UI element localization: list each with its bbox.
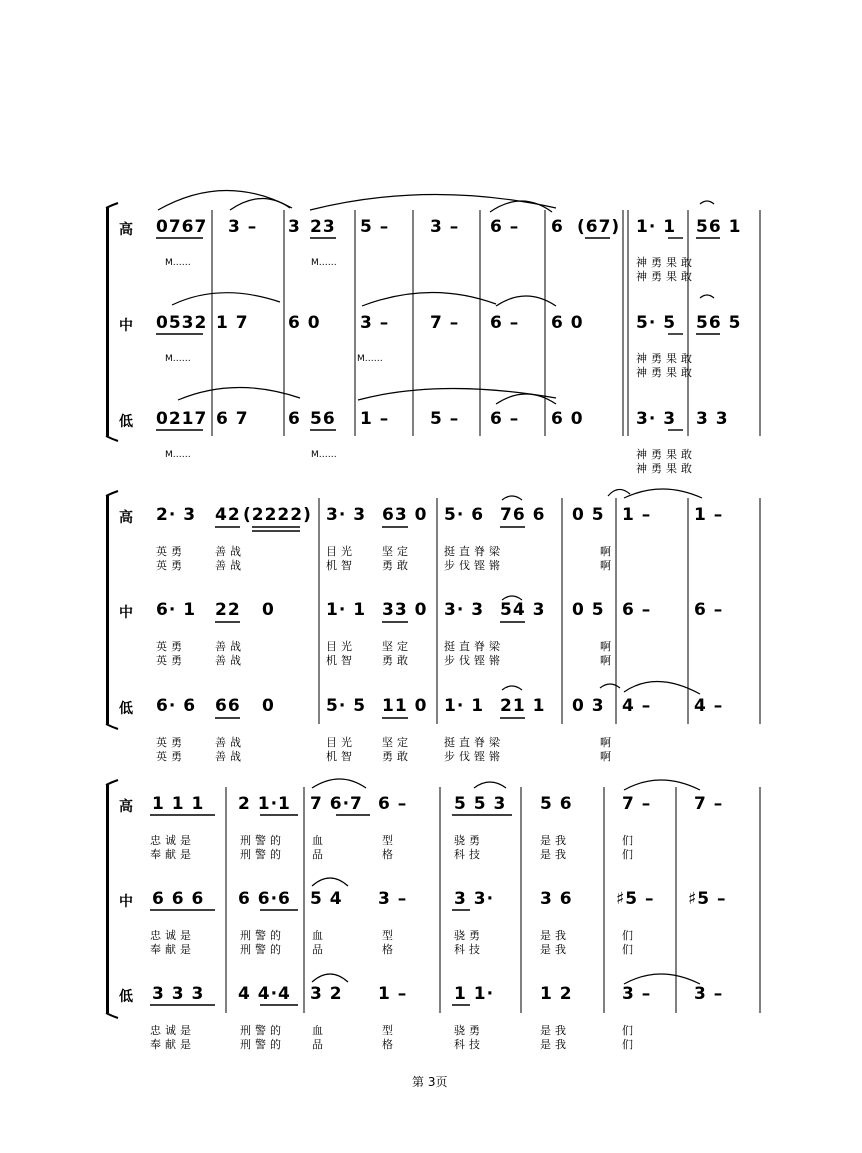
lyric: 忠诚是: [150, 1024, 195, 1037]
lyrics-line-1: 神勇果敢: [636, 256, 696, 269]
lyric: 善战: [215, 750, 245, 763]
note-group: 56 5: [696, 313, 742, 333]
lyric: 型: [382, 929, 397, 942]
lyric: 啊: [600, 654, 615, 667]
note-group: 3· 3: [636, 409, 677, 429]
note-group: 1· 1: [326, 600, 367, 620]
note-group: 0532: [156, 313, 208, 333]
note-group: 6: [551, 217, 564, 237]
lyric: 是我: [540, 943, 570, 956]
lyric: 挺直脊梁: [444, 545, 504, 558]
note-group: 3 3 3: [152, 984, 205, 1004]
system1-bracket: [106, 203, 118, 441]
lyric: 是我: [540, 1024, 570, 1037]
note-group: 0: [262, 600, 275, 620]
lyric: 机智: [326, 559, 356, 572]
lyric: 们: [622, 1024, 637, 1037]
lyric: 忠诚是: [150, 834, 195, 847]
lyric: 刑警的: [240, 1024, 285, 1037]
note-group: 3 6: [540, 889, 573, 909]
note-group: 3 –: [430, 217, 460, 237]
lyric: 英勇: [156, 654, 186, 667]
note-group: 4 4·4: [238, 984, 291, 1004]
note-group: 1 –: [360, 409, 390, 429]
note-group: 76 6: [500, 505, 546, 525]
lyric: 是我: [540, 834, 570, 847]
note-group: 23: [310, 217, 336, 237]
lyric: 是我: [540, 848, 570, 861]
note-group: 6 –: [490, 409, 520, 429]
lyric: 英勇: [156, 640, 186, 653]
note-group: 5· 6: [444, 505, 485, 525]
lyric: 血: [312, 834, 327, 847]
note-group: 0 5: [572, 505, 605, 525]
part-label-low: 低: [119, 414, 133, 430]
lyrics-line-1: 神勇果敢: [636, 448, 696, 461]
lyric: 骁勇: [454, 1024, 484, 1037]
lyrics-line-2: 神勇果敢: [636, 366, 696, 379]
lyric: 血: [312, 1024, 327, 1037]
repeat-marker: M……: [165, 354, 191, 364]
lyric: 善战: [215, 654, 245, 667]
note-group: 3 3·: [454, 889, 495, 909]
note-group: 66: [215, 696, 241, 716]
lyric: 目光: [326, 736, 356, 749]
lyrics-line-2: 神勇果敢: [636, 270, 696, 283]
note-group: 6 –: [490, 217, 520, 237]
lyric: 奉献是: [150, 943, 195, 956]
part-label-low: 低: [119, 701, 133, 717]
note-group: 0 3: [572, 696, 605, 716]
note-group: 63 0: [382, 505, 428, 525]
lyric: 啊: [600, 640, 615, 653]
lyric: 勇敢: [382, 559, 412, 572]
note-group: 3 –: [622, 984, 652, 1004]
note-group: 1 1 1: [152, 794, 205, 814]
note-group: 3 2: [310, 984, 343, 1004]
lyric: 啊: [600, 559, 615, 572]
repeat-marker: M……: [165, 450, 191, 460]
lyric: 们: [622, 1038, 637, 1051]
note-group: 6 0: [551, 409, 584, 429]
lyric: 勇敢: [382, 750, 412, 763]
lyric: 勇敢: [382, 654, 412, 667]
lyric: 英勇: [156, 545, 186, 558]
lyric: 啊: [600, 750, 615, 763]
note-group: 7 6·7: [310, 794, 363, 814]
lyric: 善战: [215, 640, 245, 653]
note-group: (2222): [243, 505, 312, 525]
note-group: 0217: [156, 409, 208, 429]
note-group: 42: [215, 505, 241, 525]
note-group: 5 6: [540, 794, 573, 814]
note-group: 7 –: [694, 794, 724, 814]
lyric: 科技: [454, 848, 484, 861]
note-group: 0: [262, 696, 275, 716]
note-group: 3: [288, 217, 301, 237]
note-group: 3 –: [378, 889, 408, 909]
lyric: 善战: [215, 545, 245, 558]
note-group: 11 0: [382, 696, 428, 716]
lyric: 坚定: [382, 545, 412, 558]
note-group: 6 –: [622, 600, 652, 620]
lyrics-line-1: 神勇果敢: [636, 352, 696, 365]
note-group: 33 0: [382, 600, 428, 620]
note-group: 1 1·: [454, 984, 495, 1004]
lyric: 啊: [600, 736, 615, 749]
note-group: 3 3: [696, 409, 729, 429]
lyric: 格: [382, 1038, 397, 1051]
note-group: 5· 5: [326, 696, 367, 716]
note-group: 1 –: [622, 505, 652, 525]
note-group: 3· 3: [444, 600, 485, 620]
note-group: 5 –: [360, 217, 390, 237]
lyric: 目光: [326, 545, 356, 558]
part-label-high: 高: [119, 222, 133, 238]
note-group: 2 1·1: [238, 794, 291, 814]
note-group: 1· 1: [444, 696, 485, 716]
lyric: 血: [312, 929, 327, 942]
lyric: 奉献是: [150, 1038, 195, 1051]
page-number: 第 3页: [412, 1075, 448, 1089]
lyric: 骁勇: [454, 834, 484, 847]
lyric: 挺直脊梁: [444, 640, 504, 653]
lyric: 型: [382, 834, 397, 847]
lyric: 英勇: [156, 559, 186, 572]
lyric: 品: [312, 943, 327, 956]
part-label-middle: 中: [119, 605, 133, 621]
lyric: 刑警的: [240, 943, 285, 956]
lyric: 们: [622, 834, 637, 847]
lyric: 步伐铿锵: [444, 750, 504, 763]
note-group: 6· 1: [156, 600, 197, 620]
lyric: 们: [622, 929, 637, 942]
lyric: 奉献是: [150, 848, 195, 861]
note-group: 6 6·6: [238, 889, 291, 909]
repeat-marker: M……: [311, 450, 337, 460]
note-group: 0 5: [572, 600, 605, 620]
lyric: 坚定: [382, 640, 412, 653]
lyric: 品: [312, 1038, 327, 1051]
repeat-marker: M……: [311, 258, 337, 268]
repeat-marker: M……: [165, 258, 191, 268]
lyric: 骁勇: [454, 929, 484, 942]
lyric: 是我: [540, 1038, 570, 1051]
lyric: 们: [622, 848, 637, 861]
lyric: 科技: [454, 1038, 484, 1051]
lyric: 英勇: [156, 736, 186, 749]
note-group: 1 –: [694, 505, 724, 525]
note-group: 5 –: [430, 409, 460, 429]
part-label-low: 低: [119, 989, 133, 1005]
part-label-high: 高: [119, 510, 133, 526]
note-group: 54 3: [500, 600, 546, 620]
note-group: 3 –: [228, 217, 258, 237]
part-label-high: 高: [119, 799, 133, 815]
lyric: 刑警的: [240, 929, 285, 942]
note-group: 6: [288, 409, 301, 429]
system2-bracket: [106, 491, 118, 729]
lyric: 啊: [600, 545, 615, 558]
repeat-marker: M……: [357, 354, 383, 364]
note-group: 1· 1: [636, 217, 677, 237]
note-group: ♯5 –: [616, 889, 655, 909]
note-group: 6 0: [551, 313, 584, 333]
note-group: 4 –: [694, 696, 724, 716]
note-group: 4 –: [622, 696, 652, 716]
note-group: 6 7: [216, 409, 249, 429]
lyric: 格: [382, 848, 397, 861]
lyric: 英勇: [156, 750, 186, 763]
note-group: ♯5 –: [688, 889, 727, 909]
lyric: 刑警的: [240, 848, 285, 861]
part-label-middle: 中: [119, 318, 133, 334]
note-group: 6 –: [694, 600, 724, 620]
system3-bracket: [106, 780, 118, 1018]
part-label-middle: 中: [119, 894, 133, 910]
note-group: 21 1: [500, 696, 546, 716]
lyric: 坚定: [382, 736, 412, 749]
lyric: 挺直脊梁: [444, 736, 504, 749]
lyric: 步伐铿锵: [444, 559, 504, 572]
note-group: 1 –: [378, 984, 408, 1004]
lyrics-line-2: 神勇果敢: [636, 462, 696, 475]
lyric: 机智: [326, 654, 356, 667]
lyric: 刑警的: [240, 1038, 285, 1051]
lyric: 品: [312, 848, 327, 861]
note-group: 2· 3: [156, 505, 197, 525]
note-group: 22: [215, 600, 241, 620]
note-group: 6 –: [490, 313, 520, 333]
lyric: 们: [622, 943, 637, 956]
note-group: 5 5 3: [454, 794, 507, 814]
lyric: 目光: [326, 640, 356, 653]
note-group: 0767: [156, 217, 208, 237]
note-group: 7 –: [622, 794, 652, 814]
note-group: 1 7: [216, 313, 249, 333]
lyric: 科技: [454, 943, 484, 956]
note-group: 6 –: [378, 794, 408, 814]
lyric: 机智: [326, 750, 356, 763]
note-group: 1 2: [540, 984, 573, 1004]
note-group: 6· 6: [156, 696, 197, 716]
lyric: 是我: [540, 929, 570, 942]
note-group: 3· 3: [326, 505, 367, 525]
lyric: 刑警的: [240, 834, 285, 847]
lyric: 型: [382, 1024, 397, 1037]
note-group: 56 1: [696, 217, 742, 237]
note-group: 6 6 6: [152, 889, 205, 909]
note-group: (67): [577, 217, 621, 237]
lyric: 善战: [215, 559, 245, 572]
note-group: 6 0: [288, 313, 321, 333]
lyric: 步伐铿锵: [444, 654, 504, 667]
note-group: 5· 5: [636, 313, 677, 333]
lyric: 格: [382, 943, 397, 956]
note-group: 56: [310, 409, 336, 429]
note-group: 5 4: [310, 889, 343, 909]
lyric: 善战: [215, 736, 245, 749]
lyric: 忠诚是: [150, 929, 195, 942]
note-group: 3 –: [360, 313, 390, 333]
note-group: 7 –: [430, 313, 460, 333]
note-group: 3 –: [694, 984, 724, 1004]
